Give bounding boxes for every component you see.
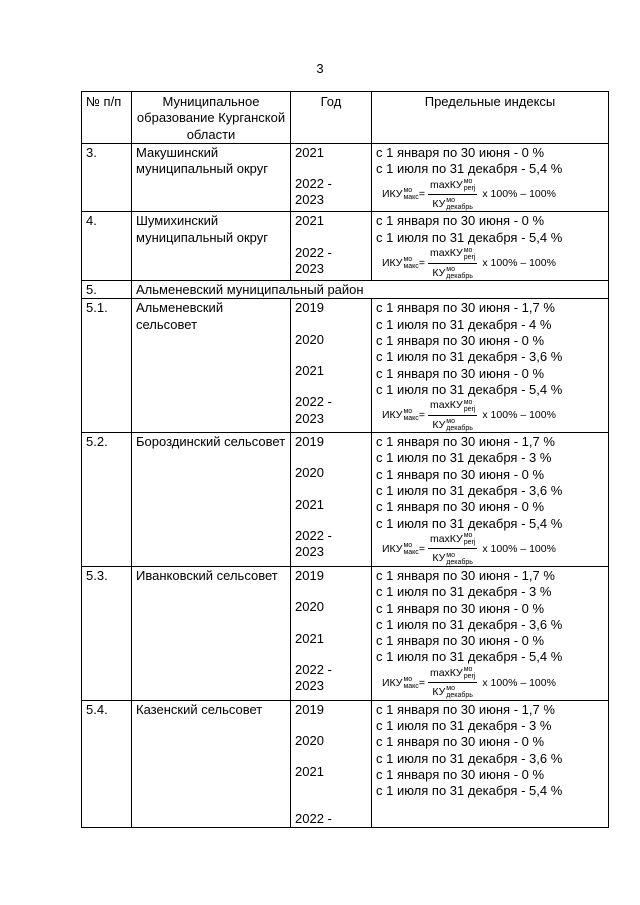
year: 2021 — [295, 144, 324, 160]
formula: ИКУ мо макс = maxКУ мо perj КУ мо декабрь x 100% – 100% — [382, 532, 556, 566]
row-years — [291, 212, 372, 281]
year: 2023 — [295, 678, 324, 694]
index-line: с 1 июля по 31 декабря - 3,6 % — [376, 750, 563, 766]
row-num: 5.2. — [82, 433, 132, 567]
formula: ИКУ мо макс = maxКУ мо perj КУ мо декабрь x 100% – 100% — [382, 246, 556, 280]
table-header-row — [82, 92, 609, 144]
header-year: Год — [291, 92, 372, 144]
table-row — [82, 143, 609, 212]
index-line: с 1 июля по 31 декабря - 5,4 % — [376, 515, 563, 531]
year: 2023 — [295, 261, 324, 277]
year: 2020 — [295, 331, 324, 347]
index-line: с 1 января по 30 июня - 0 % — [376, 499, 545, 515]
index-line: с 1 июля по 31 декабря - 5,4 % — [376, 649, 563, 665]
index-line: с 1 июля по 31 декабря - 5,4 % — [376, 783, 563, 799]
row-indexes — [372, 299, 609, 433]
index-line: с 1 июля по 31 декабря - 5,4 % — [376, 229, 563, 245]
year: 2020 — [295, 599, 324, 615]
header-municipality: Муниципальное образование Курганской области — [132, 92, 291, 144]
index-line: с 1 января по 30 июня - 0 % — [376, 213, 545, 229]
index-line: с 1 января по 30 июня - 0 % — [376, 332, 545, 348]
year: 2021 — [295, 362, 324, 378]
row-municipality: Казенский сельсовет — [132, 700, 291, 827]
year: 2023 — [295, 410, 324, 426]
index-line: с 1 января по 30 июня - 0 % — [376, 466, 545, 482]
index-line: с 1 июля по 31 декабря - 3,6 % — [376, 616, 563, 632]
index-line: с 1 января по 30 июня - 1,7 % — [376, 434, 555, 450]
year: 2022 - — [295, 176, 332, 192]
index-line: с 1 июля по 31 декабря - 3 % — [376, 450, 552, 466]
row-num: 5.1. — [82, 299, 132, 433]
table-row — [82, 566, 609, 700]
year: 2019 — [295, 434, 324, 450]
index-line: с 1 января по 30 июня - 0 % — [376, 734, 545, 750]
table-row — [82, 433, 609, 567]
index-line: с 1 июля по 31 декабря - 5,4 % — [376, 381, 563, 397]
row-indexes — [372, 433, 609, 567]
table-row — [82, 700, 609, 827]
year: 2021 — [295, 630, 324, 646]
row-years — [291, 433, 372, 567]
header-num: № п/п — [82, 92, 132, 144]
index-line: с 1 января по 30 июня - 0 % — [376, 144, 545, 160]
index-line: с 1 января по 30 июня - 1,7 % — [376, 701, 555, 717]
table-row — [82, 212, 609, 281]
year: 2021 — [295, 764, 324, 780]
year: 2019 — [295, 701, 324, 717]
year: 2019 — [295, 567, 324, 583]
year: 2020 — [295, 733, 324, 749]
index-line: с 1 июля по 31 декабря - 3,6 % — [376, 349, 563, 365]
formula: ИКУ мо макс = maxКУ мо perj КУ мо декабрь x 100% – 100% — [382, 177, 556, 212]
page-number: 3 — [316, 61, 324, 76]
index-line: с 1 января по 30 июня - 0 % — [376, 766, 545, 782]
table-row — [82, 299, 609, 433]
year: 2022 - — [295, 661, 332, 677]
index-line: с 1 января по 30 июня - 0 % — [376, 633, 545, 649]
year: 2021 — [295, 496, 324, 512]
row-indexes — [372, 700, 609, 827]
table-row — [82, 281, 609, 299]
year: 2022 - — [295, 810, 332, 826]
row-years — [291, 700, 372, 827]
year: 2022 - — [295, 528, 332, 544]
row-num: 3. — [82, 143, 132, 212]
formula: ИКУ мо макс = maxКУ мо perj КУ мо декабрь x 100% – 100% — [382, 666, 556, 700]
row-years — [291, 143, 372, 212]
row-indexes — [372, 143, 609, 212]
index-line: с 1 июля по 31 декабря - 3 % — [376, 584, 552, 600]
year: 2021 — [295, 213, 324, 229]
row-municipality: Альменевский сельсовет — [132, 299, 291, 433]
index-line: с 1 января по 30 июня - 0 % — [376, 365, 545, 381]
year: 2023 — [295, 544, 324, 560]
row-num: 5.3. — [82, 566, 132, 700]
row-years — [291, 299, 372, 433]
row-indexes — [372, 566, 609, 700]
row-district: Альменевский муниципальный район — [132, 281, 609, 299]
index-line: с 1 января по 30 июня - 0 % — [376, 600, 545, 616]
row-municipality: Шумихинский муниципальный округ — [132, 212, 291, 281]
index-line: с 1 января по 30 июня - 1,7 % — [376, 567, 555, 583]
header-index: Предельные индексы — [372, 92, 609, 144]
row-num: 4. — [82, 212, 132, 281]
year: 2022 - — [295, 394, 332, 410]
index-line: с 1 июля по 31 декабря - 3,6 % — [376, 483, 563, 499]
row-num: 5. — [82, 281, 132, 299]
row-num: 5.4. — [82, 700, 132, 827]
index-line: с 1 июля по 31 декабря - 4 % — [376, 316, 552, 332]
row-municipality: Иванковский сельсовет — [132, 566, 291, 700]
index-line: с 1 июля по 31 декабря - 5,4 % — [376, 161, 563, 177]
row-municipality: Бороздинский сельсовет — [132, 433, 291, 567]
row-years — [291, 566, 372, 700]
row-indexes — [372, 212, 609, 281]
index-line: с 1 января по 30 июня - 1,7 % — [376, 300, 555, 316]
formula: ИКУ мо макс = maxКУ мо perj КУ мо декабрь x 100% – 100% — [382, 398, 556, 432]
year: 2020 — [295, 465, 324, 481]
limit-index-table — [81, 91, 609, 828]
row-municipality: Макушинский муниципальный округ — [132, 143, 291, 212]
year: 2019 — [295, 300, 324, 316]
year: 2023 — [295, 192, 324, 208]
year: 2022 - — [295, 244, 332, 260]
index-line: с 1 июля по 31 декабря - 3 % — [376, 718, 552, 734]
